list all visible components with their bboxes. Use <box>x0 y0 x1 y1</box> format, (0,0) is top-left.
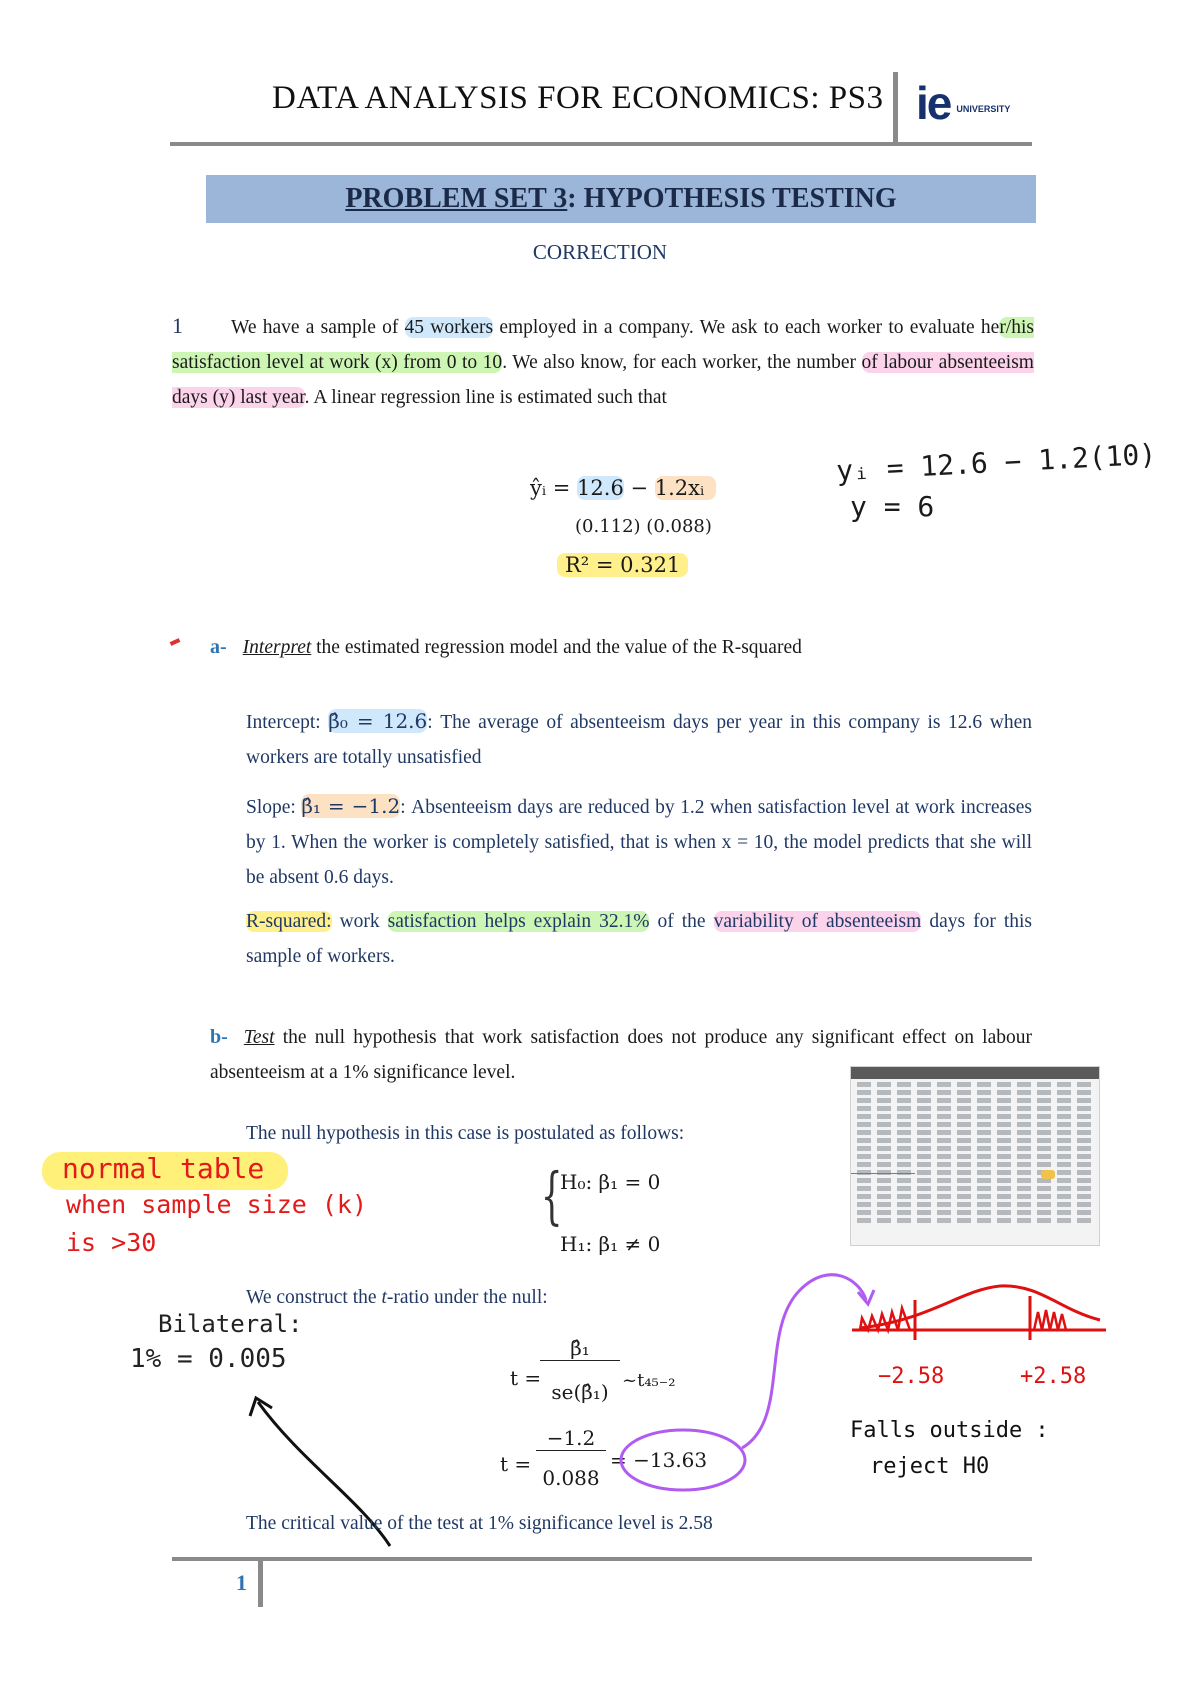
banner-set-label: PROBLEM SET 3 <box>345 183 568 214</box>
t-distribution: ~t₄₅₋₂ <box>622 1370 676 1391</box>
logo-text: UNIVERSITY <box>956 104 1011 114</box>
page-number: 1 <box>236 1570 247 1595</box>
handwritten-alpha-half: 1% = 0.005 <box>130 1344 287 1374</box>
handwritten-sample-size: when sample size (k) <box>66 1190 368 1219</box>
t-value-numerator: −1.2 <box>536 1426 606 1451</box>
intercept-interpretation: Intercept: β̂₀ = 12.6: The average of absenteeism days per year in this company is 12.6 when workers are totally unsatisfied <box>246 709 1032 768</box>
h0-statement: H₀: β₁ = 0 <box>560 1170 661 1194</box>
t-statistic-result: = −13.63 <box>610 1448 708 1472</box>
part-a-prompt: a- Interpret the estimated regression model and the value of the R-squared <box>210 636 802 658</box>
t-ratio-intro: We construct the t-ratio under the null: <box>246 1287 548 1308</box>
t-numerator: β̂₁ <box>540 1336 620 1361</box>
regression-equation: ŷᵢ = 12.6 − 1.2xᵢ <box>530 476 716 500</box>
handwritten-reject-h0: reject H0 <box>870 1454 990 1479</box>
purple-arrow <box>742 1275 866 1448</box>
r-squared-interpretation: R-squared: work satisfaction helps explain 32.1% of the variability of absenteeism days for this sample of workers. <box>246 911 1032 967</box>
document-header-title: DATA ANALYSIS FOR ECONOMICS: PS3 <box>272 80 884 116</box>
critical-value-statement: The critical value of the test at 1% significance level is 2.58 <box>246 1513 713 1534</box>
handwritten-bilateral: Bilateral: <box>158 1310 303 1338</box>
slope-interpretation: Slope: β̂₁ = −1.2: Absenteeism days are reduced by 1.2 when satisfaction level at work increases by 1. When the worker is completely satisfied, that is when x = 10, the model predicts that she will be absent 0.6 days. <box>246 794 1033 888</box>
t-lhs-2: t = <box>500 1452 532 1476</box>
logo-mark: ie <box>916 77 951 129</box>
question-number: 1 <box>172 313 183 338</box>
t-lhs-1: t = <box>510 1366 542 1390</box>
handwritten-positive-critical: +2.58 <box>1020 1364 1087 1389</box>
h1-statement: H₁: β₁ ≠ 0 <box>560 1232 661 1256</box>
handwritten-negative-critical: −2.58 <box>878 1364 945 1389</box>
null-hypothesis-intro: The null hypothesis in this case is postulated as follows: <box>246 1123 685 1144</box>
handwritten-greater-than-30: is >30 <box>66 1228 157 1257</box>
handwritten-calculation-1: yᵢ = 12.6 − 1.2(10) <box>835 437 1157 488</box>
footer-rule <box>172 1557 1032 1561</box>
question-1-text: 1 We have a sample of 45 workers employed in a company. We ask to each worker to evaluate her/his satisfaction level at work (x) from 0 to 10. We also know, for each worker, the number of labour absenteeism days (y) last year. A linear regression line is estimated such that <box>172 313 1034 408</box>
footer-divider <box>258 1557 263 1607</box>
handwritten-normal-table: normal table <box>62 1152 265 1185</box>
t-value-denominator: 0.088 <box>542 1466 600 1490</box>
result-circle <box>621 1430 745 1490</box>
handwritten-falls-outside: Falls outside : <box>850 1418 1049 1443</box>
correction-heading: CORRECTION <box>532 240 668 264</box>
hypothesis-brace: { <box>540 1159 563 1232</box>
banner-topic: : HYPOTHESIS TESTING <box>567 183 897 214</box>
standard-errors: (0.112) (0.088) <box>575 516 712 537</box>
r-squared-value: R² = 0.321 <box>557 553 688 577</box>
handwritten-calculation-2: y = 6 <box>850 490 935 523</box>
t-denominator: se(β̂₁) <box>551 1380 609 1404</box>
part-b-prompt: b- Test the null hypothesis that work satisfaction does not produce any significant effect on labour absenteeism at a 1% significance level. <box>210 1026 1032 1083</box>
